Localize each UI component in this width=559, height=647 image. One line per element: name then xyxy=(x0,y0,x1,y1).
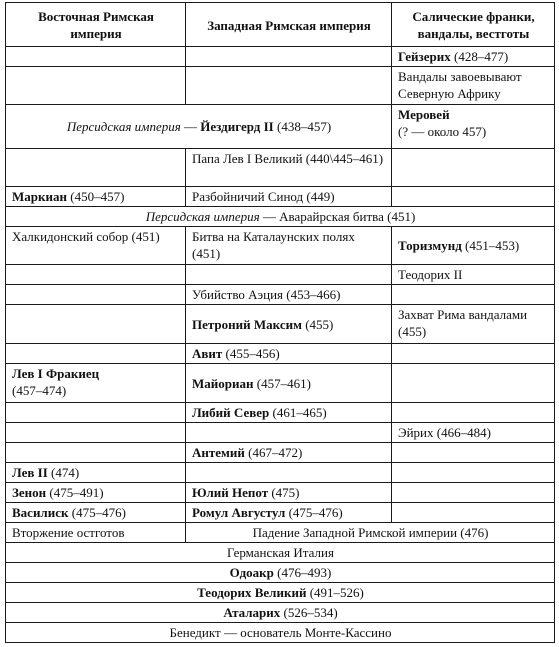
cell-robber-synod: Разбойничий Синод (449) xyxy=(186,187,392,207)
table-row xyxy=(6,285,555,305)
table-row xyxy=(6,403,555,423)
cell-petronius-maximus: Петроний Максим (455) xyxy=(186,305,392,344)
table-row xyxy=(6,305,555,344)
table-row xyxy=(6,523,555,543)
cell-marcian: Маркиан (450–457) xyxy=(6,187,186,207)
table-row xyxy=(6,483,555,503)
cell-anthemius: Антемий (467–472) xyxy=(186,443,392,463)
table-row xyxy=(6,543,555,563)
cell-theodoric-ii: Теодорих II xyxy=(392,265,555,285)
cell-odoacer: Одоакр (476–493) xyxy=(6,563,555,583)
table-row xyxy=(6,67,555,105)
table-row xyxy=(6,364,555,403)
cell-theodoric-great: Теодорих Великий (491–526) xyxy=(6,583,555,603)
header-east-roman-empire: Восточная Римская империя xyxy=(6,3,186,47)
table-row xyxy=(6,503,555,523)
table-row xyxy=(6,603,555,623)
cell-zeno: Зенон (475–491) xyxy=(6,483,186,503)
cell-pope-leo-i: Папа Лев I Великий (440\445–461) xyxy=(186,149,392,187)
cell-thorismund: Торизмунд (451–453) xyxy=(392,227,555,265)
table-row xyxy=(6,187,555,207)
header-franks-vandals-visigoths: Салические франки, вандалы, вестготы xyxy=(392,3,555,47)
cell-chalcedon-council: Халкидонский собор (451) xyxy=(6,227,186,265)
cell-avarayr-battle: Персидская империя — Аварайрская битва (451) xyxy=(6,207,555,227)
cell-fall-of-western-empire: Падение Западной Римской империи (476) xyxy=(186,523,555,543)
cell-germanic-italy: Германская Италия xyxy=(6,543,555,563)
cell-genseric: Гейзерих (428–477) xyxy=(392,47,555,67)
cell-leo-ii: Лев II (474) xyxy=(6,463,186,483)
cell-benedict: Бенедикт — основатель Монте-Кассино xyxy=(6,623,555,643)
cell-leo-i-thracian: Лев I Фракиец (457–474) xyxy=(6,364,186,403)
table-row xyxy=(6,149,555,187)
header-west-roman-empire: Западная Римская империя xyxy=(186,3,392,47)
table-row xyxy=(6,207,555,227)
table-row xyxy=(6,563,555,583)
cell-catalaunian-fields: Битва на Каталаунских полях (451) xyxy=(186,227,392,265)
cell-majorian: Майориан (457–461) xyxy=(186,364,392,403)
table-row xyxy=(6,344,555,364)
table-row xyxy=(6,623,555,643)
table-row xyxy=(6,265,555,285)
cell-libius-severus: Либий Север (461–465) xyxy=(186,403,392,423)
table-row xyxy=(6,47,555,67)
table-row xyxy=(6,227,555,265)
cell-ostrogoth-invasion: Вторжение остготов xyxy=(6,523,186,543)
cell-merovech: Меровей (? — около 457) xyxy=(392,105,555,149)
cell-basiliscus: Василиск (475–476) xyxy=(6,503,186,523)
cell-yazdegerd-ii: Персидская империя — Йездигерд II (438–457) xyxy=(6,105,392,149)
cell-vandals-conquer-africa: Вандалы завоевывают Северную Африку xyxy=(392,67,555,105)
cell-sack-of-rome: Захват Рима вандалами (455) xyxy=(392,305,555,344)
header-row xyxy=(6,3,555,47)
cell-avitus: Авит (455–456) xyxy=(186,344,392,364)
chronology-table xyxy=(5,2,555,643)
cell-euric: Эйрих (466–484) xyxy=(392,423,555,443)
table-row xyxy=(6,583,555,603)
table-row xyxy=(6,423,555,443)
table-row xyxy=(6,105,555,149)
cell-aetius-murder: Убийство Аэция (453–466) xyxy=(186,285,392,305)
table-row xyxy=(6,443,555,463)
cell-athalaric: Аталарих (526–534) xyxy=(6,603,555,623)
cell-romulus-augustulus: Ромул Августул (475–476) xyxy=(186,503,392,523)
table-row xyxy=(6,463,555,483)
cell-julius-nepos: Юлий Непот (475) xyxy=(186,483,392,503)
